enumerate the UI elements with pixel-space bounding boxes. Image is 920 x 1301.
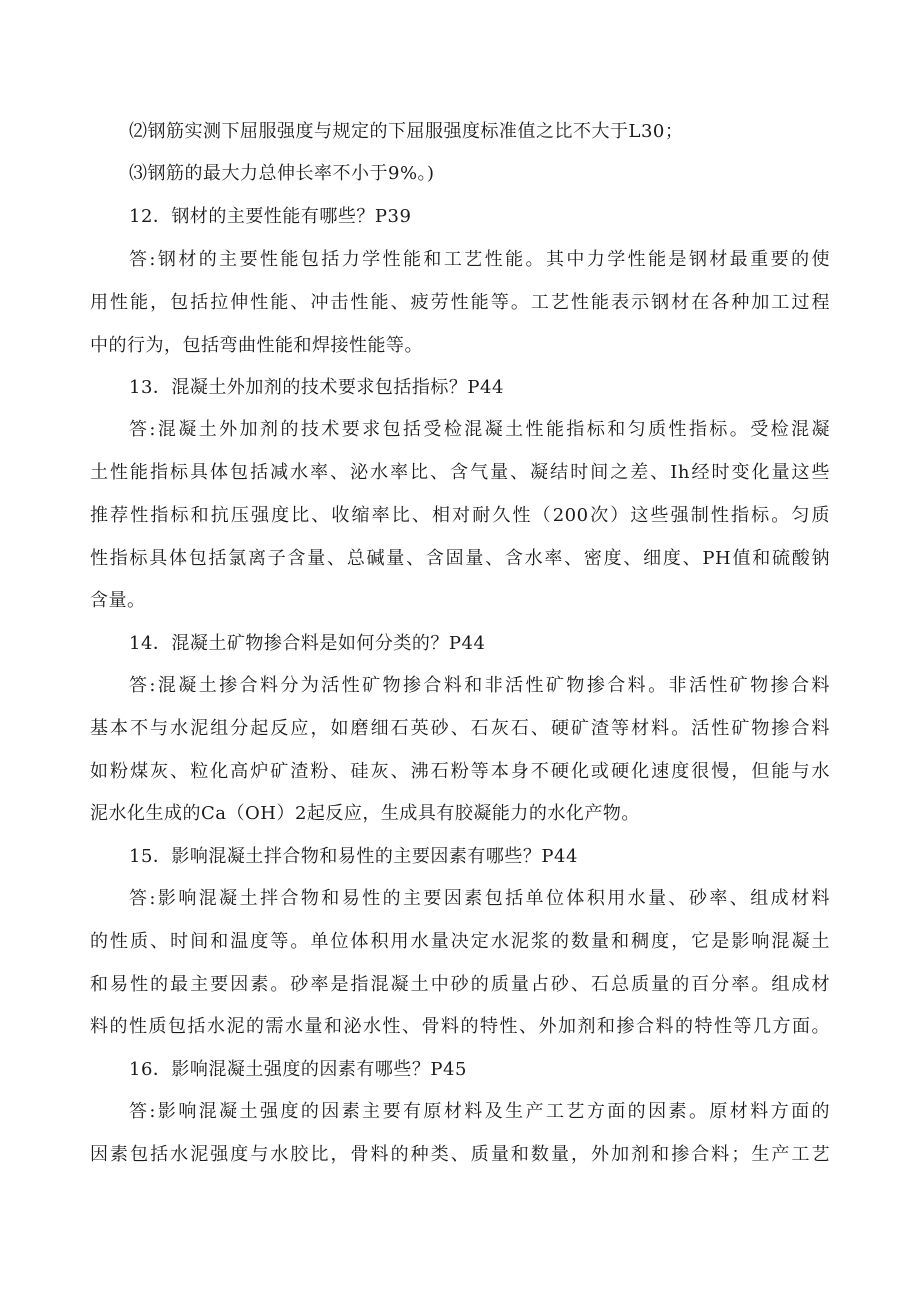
answer-line: 用性能，包括拉伸性能、冲击性能、疲劳性能等。工艺性能表示钢材在各种加工过程 (90, 292, 830, 313)
answer-line: 中的行为，包括弯曲性能和焊接性能等。 (90, 335, 423, 356)
answer-line: 基本不与水泥组分起反应，如磨细石英砂、石灰石、硬矿渣等材料。活性矿物掺合料 (90, 718, 830, 739)
question-heading: 14．混凝土矿物掺合料是如何分类的？P44 (129, 633, 486, 654)
answer-line: 答:混凝土外加剂的技术要求包括受检混凝土性能指标和匀质性指标。受检混凝 (129, 419, 830, 440)
question-heading: 13．混凝土外加剂的技术要求包括指标？P44 (129, 377, 504, 398)
answer-line: 如粉煤灰、粒化高炉矿渣粉、硅灰、沸石粉等本身不硬化或硬化速度很慢，但能与水 (90, 761, 830, 782)
answer-line: 答:影响混凝土强度的因素主要有原材料及生产工艺方面的因素。原材料方面的 (129, 1101, 830, 1122)
question-heading: 12．钢材的主要性能有哪些？P39 (129, 206, 412, 227)
question-heading: 15．影响混凝土拌合物和易性的主要因素有哪些？P44 (129, 846, 578, 867)
answer-line: 土性能指标具体包括减水率、泌水率比、含气量、凝结时间之差、Ih经时变化量这些 (90, 462, 830, 483)
answer-line: 的性质、时间和温度等。单位体积用水量决定水泥浆的数量和稠度，它是影响混凝土 (90, 931, 830, 952)
answer-line: 因素包括水泥强度与水胶比，骨料的种类、质量和数量，外加剂和掺合料；生产工艺 (90, 1144, 830, 1165)
paragraph-line: ⑵钢筋实测下屈服强度与规定的下屈服强度标准值之比不大于L30； (129, 121, 684, 142)
question-heading: 16．影响混凝土强度的因素有哪些？P45 (129, 1059, 467, 1080)
answer-line: 答:混凝土掺合料分为活性矿物掺合料和非活性矿物掺合料。非活性矿物掺合料 (129, 675, 830, 696)
answer-line: 推荐性指标和抗压强度比、收缩率比、相对耐久性（200次）这些强制性指标。匀质 (90, 505, 830, 526)
answer-line: 料的性质包括水泥的需水量和泌水性、骨料的特性、外加剂和掺合料的特性等几方面。 (90, 1016, 830, 1037)
answer-line: 和易性的最主要因素。砂率是指混凝土中砂的质量占砂、石总质量的百分率。组成材 (90, 974, 830, 995)
answer-line: 泥水化生成的Ca（OH）2起反应，生成具有胶凝能力的水化产物。 (90, 803, 640, 824)
answer-line: 性指标具体包括氯离子含量、总碱量、含固量、含水率、密度、细度、PH值和硫酸钠 (90, 548, 830, 569)
answer-line: 含量。 (90, 590, 146, 611)
answer-line: 答:钢材的主要性能包括力学性能和工艺性能。其中力学性能是钢材最重要的使 (129, 249, 830, 270)
answer-line: 答:影响混凝土拌合物和易性的主要因素包括单位体积用水量、砂率、组成材料 (129, 888, 830, 909)
paragraph-line: ⑶钢筋的最大力总伸长率不小于9%。) (129, 163, 435, 184)
